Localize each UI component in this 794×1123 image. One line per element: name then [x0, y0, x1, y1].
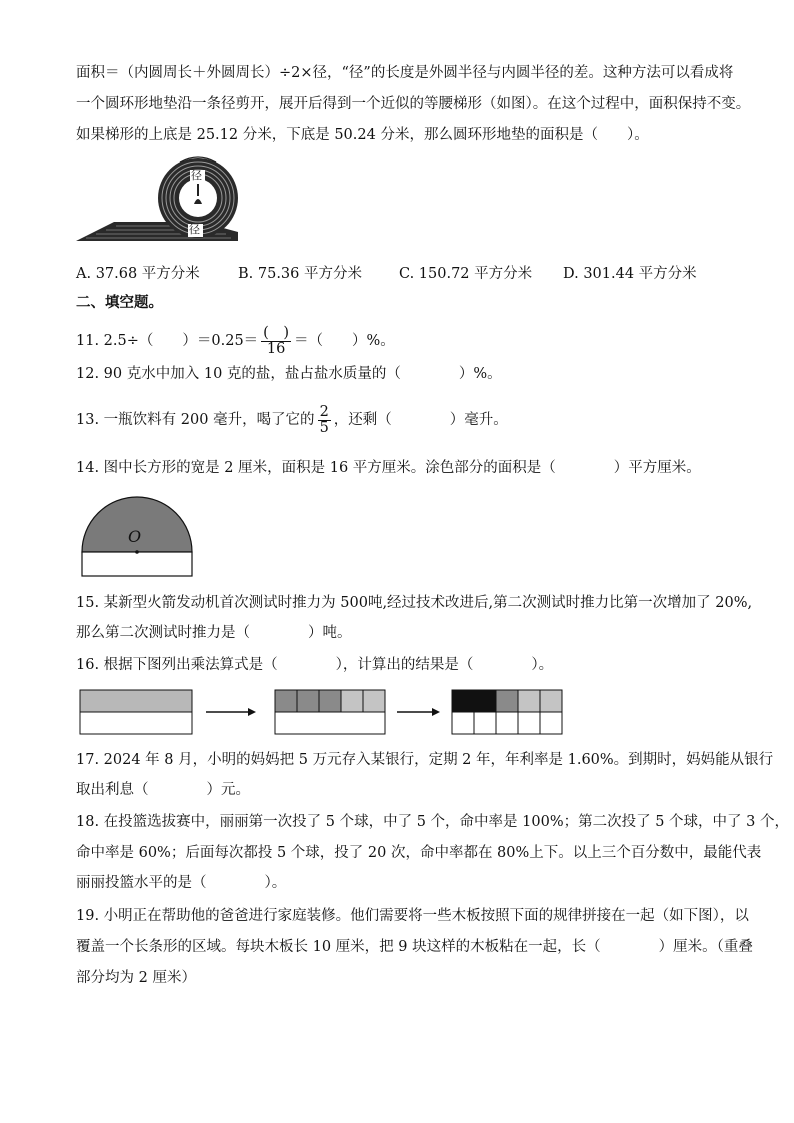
- option-d: D. 301.44 平方分米: [563, 266, 697, 282]
- q17-line2: 取出利息（ ）元。: [76, 782, 250, 798]
- q11-fraction: [261, 326, 291, 357]
- q13: [76, 400, 508, 440]
- q10-text-line2: 一个圆环形地垫沿一条径剪开，展开后得到一个近似的等腰梯形（如图）。在这个过程中，面积保持不变。: [76, 96, 751, 112]
- q11-pre: 11. 2.5÷（ ）＝0.25＝: [76, 333, 259, 349]
- q19-line2: 覆盖一个长条形的区域。每块木板长 10 厘米，把 9 块这样的木板粘在一起，长（ ）厘米。（重叠: [76, 939, 753, 955]
- section-title: 二、填空题。: [76, 294, 163, 311]
- figure-label-top: 径: [191, 169, 202, 182]
- q16: 16. 根据下图列出乘法算式是（ ），计算出的结果是（ ）。: [76, 657, 554, 673]
- q11-numerator: ( ): [263, 324, 289, 341]
- fraction-grid-figure: [80, 690, 566, 738]
- q12: 12. 90 克水中加入 10 克的盐，盐占盐水质量的（ ）%。: [76, 366, 502, 382]
- q18-line3: 丽丽投篮水平的是（ ）。: [76, 875, 287, 891]
- q17-line1: 17. 2024 年 8 月，小明的妈妈把 5 万元存入某银行，定期 2 年，年利率是 1.60%。到期时，妈妈能从银行: [76, 752, 774, 768]
- option-c: C. 150.72 平方分米: [399, 266, 533, 282]
- q13-fraction: [318, 405, 331, 436]
- q11-denominator: 16: [266, 340, 286, 357]
- q19-line3: 部分均为 2 厘米）: [76, 970, 196, 986]
- q18-line1: 18. 在投篮选拔赛中，丽丽第一次投了 5 个球，中了 5 个，命中率是 100%；第二次投了 5 个球，中了 3 个，: [76, 814, 790, 830]
- q13-denominator: 5: [319, 419, 329, 436]
- figure-label-bottom: 径: [189, 223, 200, 236]
- q13-pre: 13. 一瓶饮料有 200 毫升，喝了它的: [76, 412, 315, 428]
- q14: 14. 图中长方形的宽是 2 厘米，面积是 16 平方厘米。涂色部分的面积是（ ）平方厘米。: [76, 460, 701, 476]
- option-a: A. 37.68 平方分米: [76, 266, 200, 282]
- q13-numerator: 2: [319, 403, 329, 420]
- option-b: B. 75.36 平方分米: [238, 266, 362, 282]
- q11-post: ＝（ ）%。: [294, 333, 395, 349]
- q18-line2: 命中率是 60%；后面每次都投 5 个球，投了 20 次，命中率都在 80%上下。以上三个百分数中，最能代表: [76, 845, 762, 861]
- q11: [76, 324, 395, 358]
- q10-text-line3: 如果梯形的上底是 25.12 分米，下底是 50.24 分米，那么圆环形地垫的面积是（ ）。: [76, 127, 649, 143]
- center-label-o: O: [128, 527, 142, 546]
- q15-line1: 15. 某新型火箭发动机首次测试时推力为 500吨,经过技术改进后,第二次测试时推力比第一次增加了 20%,: [76, 595, 753, 611]
- q15-line2: 那么第二次测试时推力是（ ）吨。: [76, 625, 352, 641]
- q10-text-line1: 面积＝（内圆周长＋外圆周长）÷2×径，“径”的长度是外圆半径与内圆半径的差。这种方法可以看成将: [76, 65, 734, 81]
- q19-line1: 19. 小明正在帮助他的爸爸进行家庭装修。他们需要将一些木板按照下面的规律拼接在一起（如下图），以: [76, 908, 749, 924]
- q13-post: ，还剩（ ）毫升。: [333, 412, 508, 428]
- ring-trapezoid-figure: [76, 156, 238, 246]
